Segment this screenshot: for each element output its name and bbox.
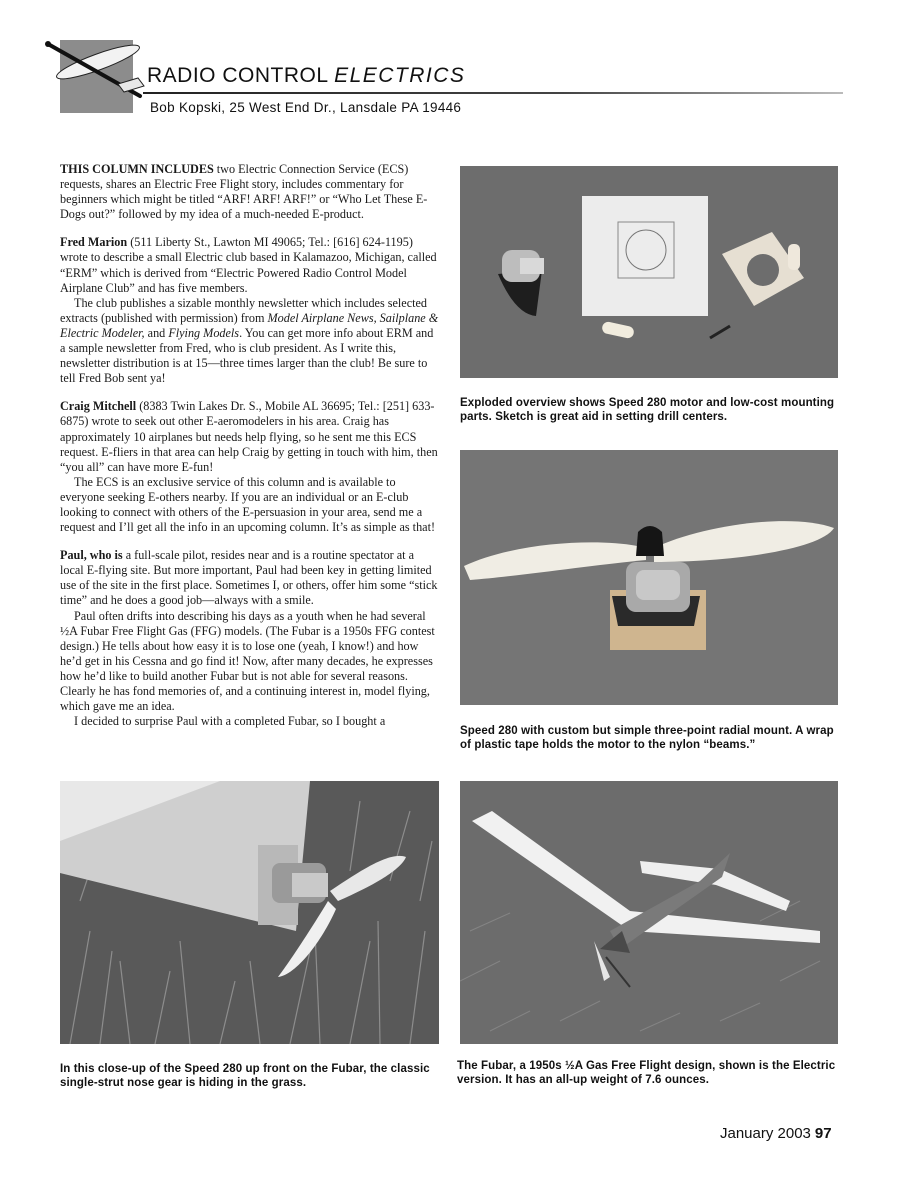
column-title-italic: ELECTRICS (334, 64, 466, 87)
paragraph-surprise: I decided to surprise Paul with a completed Fubar, so I bought a (74, 714, 386, 729)
paragraph-fred-marion (60, 235, 440, 295)
paragraph-text: and (144, 325, 169, 340)
paragraph-text: . You can get more info about ERM and a sample newsletter from Fred, who is club president. As I write this, newsletter distribution is at 15—three times larger than the club! Be sure to tell Fred Bob sent ya! (60, 325, 434, 386)
paragraph-lead: Craig Mitchell (60, 399, 137, 414)
column-title-plain: RADIO CONTROL (147, 64, 328, 87)
issue-date: January 2003 (720, 1125, 811, 1142)
paragraph-text: two Electric Connection Service (ECS) requests, shares an Electric Free Flight story, includes commentary for beginners which might be titled “ARF! ARF! ARF!” or “Who Let These E-Dogs out?” followed by my idea of a much-needed E-product. (60, 162, 428, 222)
author-byline: Bob Kopski, 25 West End Dr., Lansdale PA 19446 (150, 100, 462, 115)
caption-fubar-model: The Fubar, a 1950s ½A Gas Free Flight design, shown is the Electric version. It has an all-up weight of 7.6 ounces. (457, 1060, 836, 1086)
magazine-titles: Model Airplane News, Sailplane & Electric Modeler, (60, 310, 439, 340)
paragraph-lead: Fred Marion (60, 235, 128, 250)
paragraph-text: The club publishes a sizable monthly newsletter which includes selected extracts (published with permission) from (60, 295, 427, 325)
photo-nose-closeup (60, 781, 439, 1044)
paragraph-craig-mitchell (60, 399, 440, 474)
photo-motor-propeller (460, 450, 838, 705)
column-title (147, 64, 465, 88)
caption-motor-propeller: Speed 280 with custom but simple three-point radial mount. A wrap of plastic tape holds the motor to the nylon “beams.” (460, 725, 834, 751)
paragraph-ecs-service: The ECS is an exclusive service of this column and is available to everyone seeking E-others nearby. If you are an individual or an E-club looking to connect with others of the E-persuasion in your area, send me a request and I’ll get all the info in an upcoming column. It’s as simple as that! (60, 474, 436, 535)
paragraph-text: (511 Liberty St., Lawton MI 49065; Tel.: [616] 624-1195) wrote to describe a small Electric club based in Kalamazoo, Michigan, called “ERM” which is derived from “Electric Powered Radio Control Model Airplane Club” and has five members. (60, 235, 437, 295)
photo-exploded-parts (460, 166, 838, 378)
paragraph-text: (8383 Twin Lakes Dr. S., Mobile AL 36695; Tel.: [251] 633-6875) wrote to seek out other E-aeromodelers in his area. Craig has approximately 10 airplanes but needs help flying, so he sent me this ECS request. E-fliers in that area can help Craig by getting in touch with him, then “you all” can have more E-fun! (60, 399, 438, 474)
title-rule (143, 92, 843, 94)
caption-exploded-parts: Exploded overview shows Speed 280 motor and low-cost mounting parts. Sketch is great aid in setting drill centers. (460, 397, 835, 423)
page-folio (720, 1125, 832, 1142)
paragraph-paul (60, 548, 440, 608)
paragraph-lead: THIS COLUMN INCLUDES (60, 162, 214, 176)
article-body (60, 162, 440, 729)
page-number: 97 (814, 1125, 832, 1142)
caption-nose-closeup: In this close-up of the Speed 280 up front on the Fubar, the classic single-strut nose gear is hiding in the grass. (60, 1063, 430, 1089)
airplane-logo-icon (40, 34, 160, 104)
paragraph-intro (60, 162, 440, 222)
paragraph-fubar-memories: Paul often drifts into describing his days as a youth when he had several ½A Fubar Free Flight Gas (FFG) models. (The Fubar is a 1950s FFG contest design.) He tells about how easy it is to lose one (yeah, I know!) and how he’d get in his Cessna and go find it! Now, after many decades, he expresses how he’d like to build another Fubar but is not able for several reasons. Clearly he has fond memories of, and a continuing interest in, model flying, which gave me an idea. (60, 608, 435, 714)
paragraph-club-newsletter (60, 296, 440, 387)
paragraph-lead: Paul, who is (60, 548, 123, 563)
photo-fubar-model (460, 781, 838, 1044)
magazine-title: Flying Models (168, 325, 240, 340)
paragraph-text: a full-scale pilot, resides near and is a routine spectator at a local E-flying site. But more important, Paul had been key in getting limited use of the site in the first place. Sometimes I, or others, offer him some “stick time” and he does a good job—always with a smile. (60, 548, 438, 608)
